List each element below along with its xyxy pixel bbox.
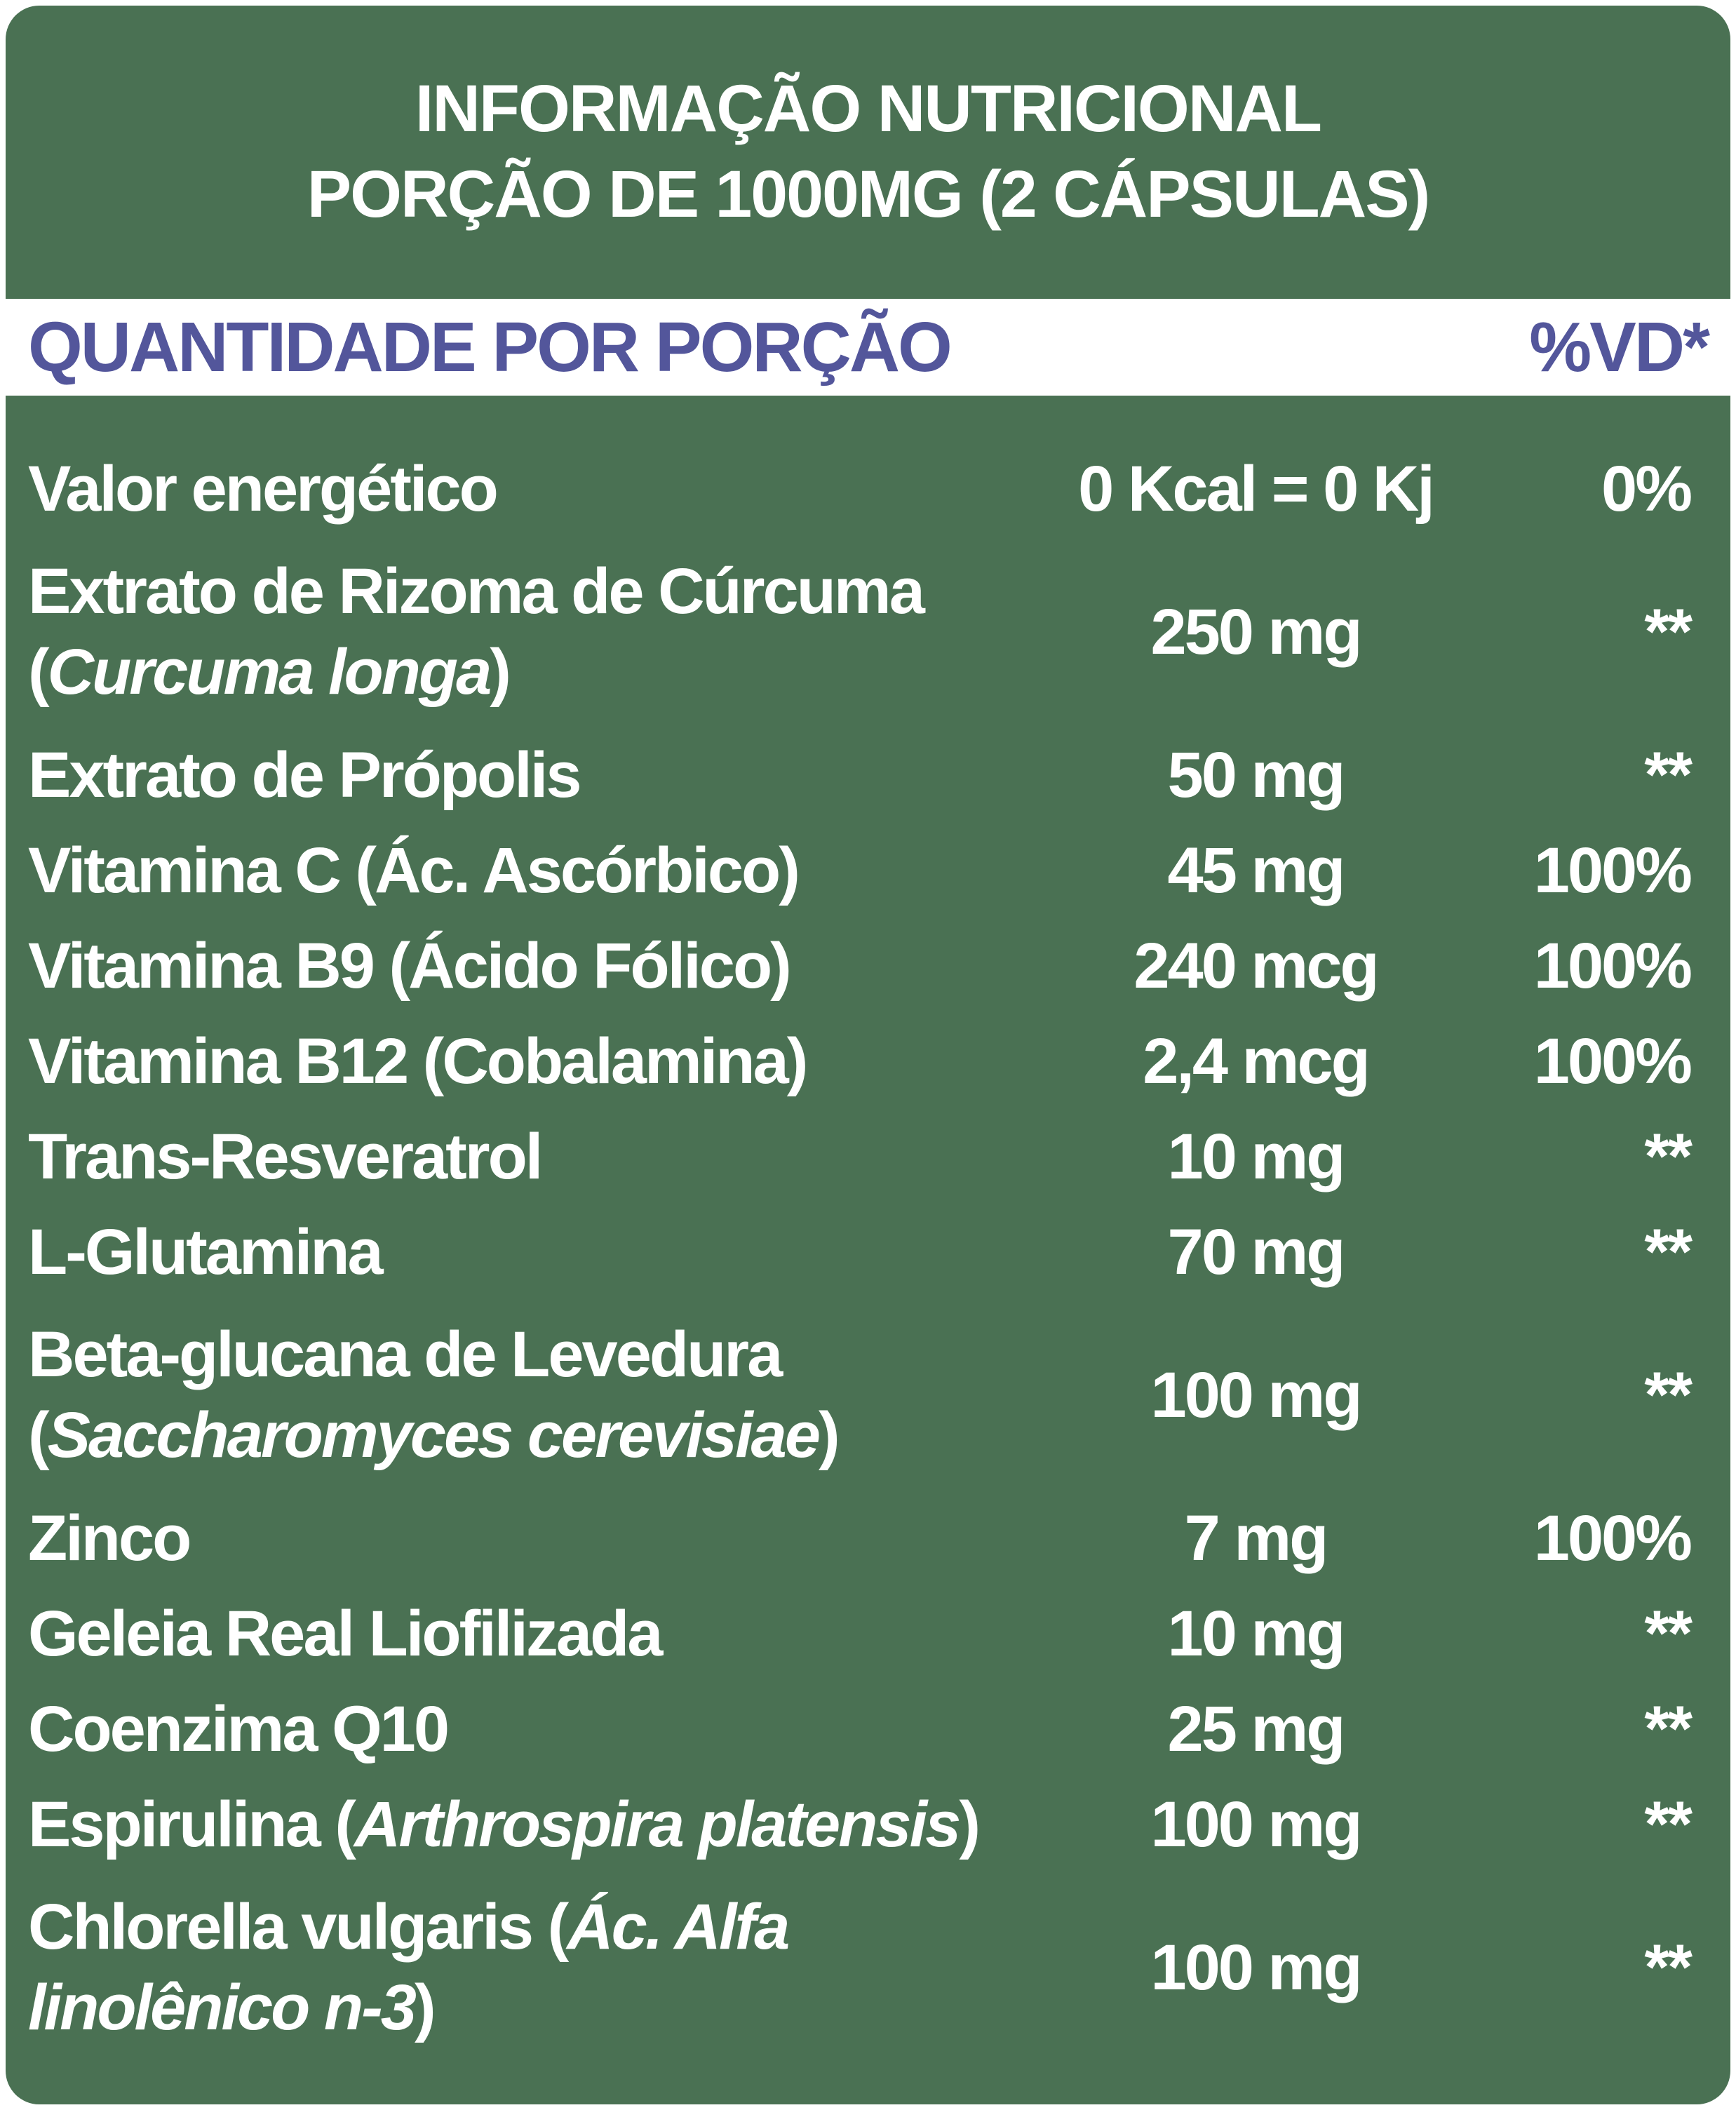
ingredient-name: Extrato de Rizoma de Cúrcuma (Curcuma longa) (28, 556, 923, 708)
vd-percent-cell: 0% (1601, 452, 1690, 525)
vd-percent-cell: ** (1644, 1216, 1690, 1288)
vd-percent-cell: ** (1644, 1788, 1690, 1860)
column-header-bar (0, 299, 1736, 396)
table-row (6, 1109, 1730, 1204)
amount-cell: 100 mg (1150, 1931, 1361, 2003)
ingredient-name: Chlorella vulgaris (Ác. Alfa linolênico n-3) (28, 1891, 788, 2043)
amount-cell: 50 mg (1167, 739, 1344, 811)
column-header-vd: %VD* (1529, 307, 1708, 387)
ingredient-name: Coenzima Q10 (28, 1693, 448, 1765)
nutrient-table (6, 396, 1730, 2063)
table-row (6, 1777, 1730, 1872)
table-row (6, 1300, 1730, 1491)
vd-percent-cell: ** (1644, 596, 1690, 668)
ingredient-name: Beta-glucana de Levedura (Saccharomyces cerevisiae) (28, 1319, 838, 1471)
vd-percent-cell: 100% (1533, 834, 1690, 906)
vd-percent-cell: ** (1644, 1359, 1690, 1431)
ingredient-name: Vitamina C (Ác. Ascórbico) (28, 834, 798, 906)
table-row (6, 823, 1730, 918)
vd-percent-cell: 100% (1533, 929, 1690, 1002)
table-row (6, 1872, 1730, 2063)
amount-cell: 100 mg (1150, 1359, 1361, 1431)
table-row (6, 537, 1730, 727)
vd-percent-cell: 100% (1533, 1502, 1690, 1574)
vd-percent-cell: ** (1644, 1597, 1690, 1669)
label-title-line2: PORÇÃO DE 1000MG (2 CÁPSULAS) (307, 157, 1429, 231)
ingredient-name: Vitamina B12 (Cobalamina) (28, 1025, 807, 1097)
ingredient-name: Geleia Real Liofilizada (28, 1597, 661, 1669)
amount-cell: 100 mg (1150, 1788, 1361, 1860)
amount-cell: 7 mg (1184, 1502, 1327, 1574)
table-row (6, 727, 1730, 823)
table-row (6, 1586, 1730, 1681)
amount-cell: 10 mg (1167, 1597, 1344, 1669)
table-row (6, 1681, 1730, 1777)
table-row (6, 1491, 1730, 1586)
ingredient-name: Espirulina (Arthrospira platensis) (28, 1788, 978, 1860)
vd-percent-cell: ** (1644, 1120, 1690, 1192)
table-row (6, 918, 1730, 1014)
table-row (6, 1204, 1730, 1300)
ingredient-name: L-Glutamina (28, 1216, 382, 1288)
ingredient-name: Extrato de Própolis (28, 739, 580, 811)
amount-cell: 10 mg (1167, 1120, 1344, 1192)
vd-percent-cell: 100% (1533, 1025, 1690, 1097)
column-header-quantity: QUANTIDADE POR PORÇÃO (28, 307, 950, 387)
table-row (6, 1014, 1730, 1109)
amount-cell: 240 mcg (1133, 929, 1378, 1002)
amount-cell: 0 Kcal = 0 Kj (1078, 452, 1433, 525)
ingredient-name: Vitamina B9 (Ácido Fólico) (28, 929, 790, 1002)
label-title (6, 6, 1730, 299)
ingredient-name: Valor energético (28, 452, 497, 525)
vd-percent-cell: ** (1644, 1693, 1690, 1765)
amount-cell: 2,4 mcg (1143, 1025, 1368, 1097)
vd-percent-cell: ** (1644, 739, 1690, 811)
vd-percent-cell: ** (1644, 1931, 1690, 2003)
amount-cell: 250 mg (1150, 596, 1361, 668)
ingredient-name: Trans-Resveratrol (28, 1120, 541, 1192)
amount-cell: 45 mg (1167, 834, 1344, 906)
amount-cell: 25 mg (1167, 1693, 1344, 1765)
label-title-line1: INFORMAÇÃO NUTRICIONAL (415, 72, 1321, 147)
table-row (6, 441, 1730, 537)
amount-cell: 70 mg (1167, 1216, 1344, 1288)
ingredient-name: Zinco (28, 1502, 190, 1574)
